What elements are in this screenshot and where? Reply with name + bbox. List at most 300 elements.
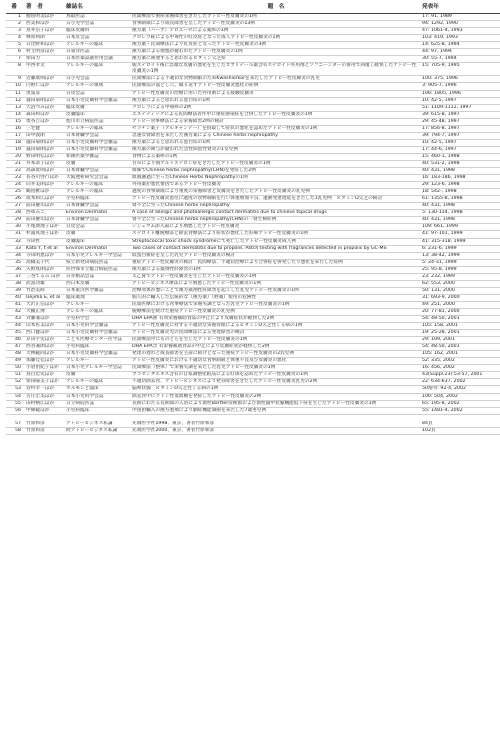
table-row bbox=[6, 14, 500, 21]
row-author: Kato Y, t et al bbox=[26, 245, 58, 251]
row-title: 腎不全に至ったChinese herbs nephropathy(CHN)の一腎生検症例 bbox=[132, 217, 277, 223]
row-number: 33 bbox=[15, 245, 21, 251]
table-row bbox=[6, 330, 500, 337]
table-row bbox=[6, 379, 500, 386]
row-number: 3 bbox=[18, 28, 21, 34]
row-number: 43 bbox=[15, 316, 21, 322]
row-publication: 41: 97-101, 1999 bbox=[422, 231, 463, 237]
row-title: 漢方薬（ハーブ）アロエーゼによる薬疹の1例 bbox=[132, 28, 229, 34]
row-journal: 日赤栃品会誌 bbox=[66, 273, 95, 279]
row-author: 井本恭子ほか bbox=[26, 160, 55, 166]
row-author: 寺田哲 bbox=[26, 238, 41, 244]
row-author: 竹治美睦 bbox=[26, 287, 45, 293]
row-author: 小倉由紀子ほか bbox=[26, 365, 59, 371]
row-publication: 94: 1292, 1990 bbox=[422, 21, 458, 27]
table-row bbox=[6, 217, 500, 224]
header-author: 著 者 bbox=[25, 2, 65, 14]
table-row bbox=[6, 287, 500, 294]
row-publication: 18: 542-, 1998 bbox=[422, 189, 457, 195]
row-journal: 日本小児皮膚科学会雑誌 bbox=[66, 97, 118, 103]
row-title: 発達の遅れと成長障害を主訴に紹介となった重症アトピー性皮膚炎の2乳児例 bbox=[132, 351, 295, 357]
row-journal: 日本小児科学会誌 bbox=[66, 393, 104, 399]
row-journal: 日本小児皮膚科学会雑誌 bbox=[66, 330, 118, 336]
table-row bbox=[6, 139, 500, 146]
table-header bbox=[6, 2, 500, 14]
row-number: 34 bbox=[15, 252, 21, 258]
row-number: 49 bbox=[15, 358, 21, 364]
row-publication: 54: 48-50, 2001 bbox=[422, 344, 460, 350]
row-author: 田中敦朗 bbox=[26, 132, 45, 138]
row-title: 腎不全に至ったChinese herbs nephropathy bbox=[132, 203, 230, 209]
row-number: 27 bbox=[15, 203, 21, 209]
row-title: Two cases of contact dermatitis due to propolis. Patch testing with fragrances detected in propolis by GC-MS bbox=[132, 245, 387, 251]
row-number: 25 bbox=[15, 189, 21, 195]
row-number: 30 bbox=[15, 224, 21, 230]
row-journal: 続アトピービジネス私論 bbox=[66, 427, 118, 433]
row-author: 村主明彦ほか bbox=[26, 49, 55, 55]
row-number: 57 bbox=[15, 420, 21, 426]
row-title: 脱療療法を続けた重症アトピー性皮膚炎の乳児例 bbox=[132, 308, 235, 314]
row-author: 前田慶司ほか bbox=[26, 217, 55, 223]
row-journal: 日本腎臓学会誌 bbox=[66, 203, 99, 209]
header-journal: 雑誌名 bbox=[65, 2, 131, 14]
row-publication: 41: 315-318, 1999 bbox=[422, 238, 466, 244]
row-author: 鶴島雅ほか bbox=[26, 189, 50, 195]
row-title: 急速な腎障害を来たした漢方薬による Chinese herbs nephropathy bbox=[132, 132, 279, 138]
row-number: 53 bbox=[15, 386, 21, 392]
row-number: 12 bbox=[15, 97, 21, 103]
row-title: アトピー食事療法による栄養障害2例の検討 bbox=[132, 118, 224, 124]
header-number: 番 bbox=[6, 2, 25, 14]
row-journal: 日皮会誌 bbox=[66, 90, 85, 96]
row-author: 柴田力 bbox=[26, 56, 41, 62]
row-number: 21 bbox=[15, 160, 21, 166]
row-journal: 旭川市立病院医誌 bbox=[66, 118, 104, 124]
table-row bbox=[6, 259, 500, 266]
table-row bbox=[6, 83, 500, 90]
row-number: 45 bbox=[15, 330, 21, 336]
table-row bbox=[6, 104, 500, 111]
row-publication: 102頁 bbox=[422, 427, 436, 433]
row-title: 中国由輸入の漢方製剤により劇症機能制限を来たした7歳男児例 bbox=[132, 407, 267, 413]
row-journal: アレルギーの臨床 bbox=[66, 379, 104, 385]
row-publication: 40: 531-2, 1998 bbox=[422, 160, 460, 166]
row-journal: アレルギーの領域 bbox=[66, 83, 104, 89]
row-author: Uejima E, et al bbox=[26, 294, 61, 300]
table-row bbox=[6, 182, 500, 189]
row-number: 7 bbox=[18, 56, 21, 62]
table-row bbox=[6, 118, 500, 125]
row-number: 48 bbox=[15, 351, 21, 357]
row-title: 漢方薬によると思われる蛋白尿の1例 bbox=[132, 139, 210, 145]
row-number: 35 bbox=[15, 259, 21, 265]
row-number: 8 bbox=[18, 63, 21, 69]
table-row bbox=[6, 49, 500, 56]
row-title: 民間療法（整体）で栄養失調を来たした乳児アトピー性皮膚炎の1例 bbox=[132, 365, 276, 371]
row-title: 長期にわたる長期間の入浴により偽性Bartter症候群および偽性副甲状腺機能低下症を生じたアトピー性皮膚炎の1例 bbox=[132, 400, 377, 406]
row-number: 32 bbox=[15, 238, 21, 244]
table-row bbox=[6, 160, 500, 167]
row-number: 6 bbox=[18, 49, 21, 55]
row-number: 51 bbox=[15, 372, 21, 378]
row-author: 京田宇史ほか bbox=[26, 337, 55, 343]
row-journal: 臨床薬理 bbox=[66, 294, 85, 300]
table-row bbox=[6, 344, 500, 351]
table-row bbox=[6, 97, 500, 104]
row-author: 前田慶司ほか bbox=[26, 203, 55, 209]
row-journal: 日本小児科学会雑誌 bbox=[66, 323, 109, 329]
table-row bbox=[6, 28, 500, 35]
row-title: 血液濾過に至ったChinese Herbs Nephropathyの1例 bbox=[132, 175, 248, 181]
row-number: 58 bbox=[15, 427, 21, 433]
row-author: 竹原和彦 bbox=[26, 420, 45, 426]
table-row bbox=[6, 35, 500, 42]
table-row bbox=[6, 351, 500, 358]
row-journal: 県立新発田病院医誌 bbox=[66, 259, 109, 265]
row-publication: 20: 77-81, 2000 bbox=[422, 308, 460, 314]
row-number: 11 bbox=[15, 90, 21, 96]
row-number: 16 bbox=[15, 125, 21, 131]
header-publication: 発表年 bbox=[421, 2, 500, 14]
row-number: 17 bbox=[15, 132, 21, 138]
row-author: 大林範尚ほか bbox=[26, 351, 55, 357]
table-row bbox=[6, 76, 500, 83]
row-author: 野田明弘ほか bbox=[26, 153, 55, 159]
row-publication: 17: 856-8, 1997 bbox=[422, 125, 460, 131]
row-number: 56 bbox=[15, 407, 21, 413]
row-title: DHA EPA強 有効栄養補助食品の中止により皮膚症状が軽快した2例 bbox=[132, 316, 275, 322]
row-title: 漢方薬による薬剤性肝障害の1例 bbox=[132, 266, 201, 272]
row-journal: 日立病院医誌 bbox=[66, 400, 95, 406]
row-title: プラセンタエキス含有の自家調整化粧品による紅斑を認めたアトピー性皮膚炎の1例 bbox=[132, 372, 308, 378]
row-publication: 29: 45-48, 1997 bbox=[422, 118, 460, 124]
row-author: 古庄宏美ほか bbox=[26, 393, 55, 399]
row-number: 19 bbox=[15, 146, 21, 152]
row-publication: 29: 123-6, 1998 bbox=[422, 182, 460, 188]
row-publication: 49: 251, 2000 bbox=[422, 301, 455, 307]
row-journal: Environ Dermatol bbox=[66, 210, 107, 216]
row-journal: 日本腎臓学会誌 bbox=[66, 168, 99, 174]
row-title: 不適切除去食、アトピービジネスにより発育障害をきたしたアトピー性皮膚炎乳児の2例 bbox=[132, 379, 318, 385]
row-author: 西美和ほか bbox=[26, 21, 50, 27]
row-author: 大沢正信ほか bbox=[26, 301, 55, 307]
row-publication: 109: 661, 1999 bbox=[422, 224, 458, 230]
row-publication: 5: 24-31, 1999 bbox=[422, 259, 457, 265]
header-row bbox=[6, 2, 500, 14]
row-number: 9 bbox=[18, 76, 21, 82]
row-author: 日比野和ほか bbox=[26, 42, 55, 48]
row-journal: 日小児学会誌 bbox=[66, 21, 95, 27]
row-author: 西谷兼朗ほか bbox=[26, 344, 55, 350]
row-number: 13 bbox=[15, 104, 21, 110]
row-title: 脳卵状腺 ビタミンD欠乏性くる病の1例 bbox=[132, 386, 219, 392]
row-publication: 106: 1805, 1996 bbox=[422, 90, 461, 96]
table-row bbox=[6, 280, 500, 287]
row-author: 杉浦真理子ほか bbox=[26, 231, 59, 237]
row-journal: 日本小児皮膚科学会雑誌 bbox=[66, 139, 118, 145]
row-author: 斉藤兼ほか bbox=[26, 316, 50, 322]
row-number: 50 bbox=[15, 365, 21, 371]
row-number: 47 bbox=[15, 344, 21, 350]
row-publication: 23: 232, 1999 bbox=[422, 273, 455, 279]
row-author: 高森貴則ほか bbox=[26, 168, 55, 174]
table-row bbox=[6, 168, 500, 175]
row-title: 食物による薬疹の1例 bbox=[132, 153, 178, 159]
row-title: アトピー性皮膚炎に対する不適切な栄養管理によるビタミンD欠乏性くる病の1例 bbox=[132, 323, 303, 329]
row-number: 10 bbox=[15, 83, 21, 89]
row-author: 小尾典理子ほか bbox=[26, 224, 59, 230]
row-title: 先端医学社2000、東京、著者竹原和彦 bbox=[132, 427, 215, 433]
table-row bbox=[6, 393, 500, 400]
row-number: 15 bbox=[15, 118, 21, 124]
row-journal: アレルギーの臨床 bbox=[66, 63, 104, 69]
row-publication: 51: 1109-1112, 1997 bbox=[422, 104, 472, 110]
table-row bbox=[6, 301, 500, 308]
row-author: 柴田陽美子ほか bbox=[26, 379, 59, 385]
row-title: 民間療法中にものどらを生じたアトピー性皮膚炎の1例 bbox=[132, 337, 248, 343]
row-author: 田村柄広ほか bbox=[26, 400, 55, 406]
row-publication: 105: 162, 2001 bbox=[422, 351, 458, 357]
row-author: 円野仁ほか bbox=[26, 83, 50, 89]
row-title: ステロイド離脱療法と除去食療法により症状が悪化した妊婦アトピー性皮膚炎の1例 bbox=[132, 231, 308, 237]
row-publication: 25: 95-8, 1999 bbox=[422, 266, 457, 272]
table-row bbox=[6, 358, 500, 365]
row-number: 40 bbox=[15, 294, 21, 300]
row-journal: アレルギー bbox=[66, 358, 90, 364]
row-title: 民間医療における食事療法で栄養失調となった乳児アトピー性皮膚炎の1例 bbox=[132, 301, 290, 307]
table-row bbox=[6, 273, 500, 280]
row-title: アトピー性皮膚炎児の民間療法による発達障害の検討 bbox=[132, 330, 245, 336]
table-row bbox=[6, 316, 500, 323]
table-row bbox=[6, 189, 500, 196]
table-row bbox=[6, 365, 500, 372]
table-row bbox=[6, 294, 500, 301]
table-row bbox=[6, 231, 500, 238]
row-number: 20 bbox=[15, 153, 21, 159]
row-publication: 44: 97, 1994 bbox=[422, 49, 452, 55]
row-author: 越田菊朗ほか bbox=[26, 146, 55, 152]
row-number: 36 bbox=[15, 266, 21, 272]
row-publication: 61: 1355-8, 1998 bbox=[422, 196, 463, 202]
row-title: アトピー性皮膚炎患児に過度の食物制限を行い体重増加不良、運動発達遅延をきたした1乳児例 ビタミンD欠乏の検討 bbox=[132, 196, 383, 202]
row-author: 中條範ほか bbox=[26, 407, 50, 413]
row-publication: 39: 794-7, 1997 bbox=[422, 132, 460, 138]
row-title: クロレラによる中毒疹の2例 bbox=[132, 104, 192, 110]
row-publication: 15: 460-1, 1998 bbox=[422, 153, 460, 159]
table-row bbox=[6, 210, 500, 217]
row-number: 29 bbox=[15, 217, 21, 223]
row-author: 鳥井信子ほか bbox=[26, 28, 55, 34]
table-row bbox=[6, 111, 500, 118]
row-title: 民間療法による不適切な食物制限のためKwashiorkorを来たしたアトピー性皮膚炎の乳児 bbox=[132, 76, 320, 82]
row-publication: 103: 419, 1993 bbox=[422, 35, 458, 41]
row-publication: 47: 1061-4, 1993 bbox=[422, 28, 463, 34]
row-publication: 40: 431, 1998 bbox=[422, 217, 455, 223]
row-journal: 大阪透析研究会会誌 bbox=[66, 175, 109, 181]
table-row bbox=[6, 175, 500, 182]
row-author: 寺田明恵ほか bbox=[26, 252, 55, 258]
row-publication: 84頁 bbox=[422, 420, 433, 426]
row-journal: 日東洋医誌 bbox=[66, 49, 90, 55]
row-journal: アレルギーの臨床 bbox=[66, 42, 104, 48]
row-publication: 105: 158, 2001 bbox=[422, 323, 458, 329]
row-journal: 佐世保市立総合病院医誌 bbox=[66, 266, 118, 272]
row-author: 長谷川啓行ほか bbox=[26, 175, 59, 181]
row-journal: 日本腎臓学会誌 bbox=[66, 132, 99, 138]
row-publication: 52: 335, 2002 bbox=[422, 358, 455, 364]
row-publication: 16: 456, 2002 bbox=[422, 365, 455, 371]
table-row bbox=[6, 56, 500, 63]
row-publication: 55: 1481-4, 2002 bbox=[422, 407, 463, 413]
row-journal: 小児科臨床 bbox=[66, 344, 90, 350]
row-title: 重症アトピー性皮膚炎の検討 民間療法、不適切治療により合併症を併発したり悪化を来たした症例 bbox=[132, 259, 343, 265]
row-number: 22 bbox=[15, 168, 21, 174]
table-row bbox=[6, 308, 500, 315]
row-author: 森田和ほか bbox=[26, 111, 50, 117]
row-title: 太乙膏でアトピー性皮膚炎を生じたアトピー性皮膚炎の1例 bbox=[132, 273, 257, 279]
row-number: 28 bbox=[15, 210, 21, 216]
row-journal: 小児科臨床 bbox=[66, 407, 90, 413]
row-publication: 106: 504, 2002 bbox=[422, 393, 458, 399]
row-number: 55 bbox=[15, 400, 21, 406]
row-journal: 日本小児皮膚科学会雑誌 bbox=[66, 146, 118, 152]
row-number: 31 bbox=[15, 231, 21, 237]
row-author: 武富功雄 bbox=[26, 280, 45, 286]
row-title: ゼラチン薬子（クルキャンデー）を摂取して症状の悪化を認めたアトピー性皮膚炎の1例 bbox=[132, 125, 318, 131]
row-journal: 日本小児アレルギー学会誌 bbox=[66, 252, 122, 258]
row-publication: 10: 42-5, 1997 bbox=[422, 139, 457, 145]
table-row bbox=[6, 90, 500, 97]
row-author: 鳥目忠史ほか bbox=[26, 372, 55, 378]
row-author: 竹原和彦 bbox=[26, 427, 45, 433]
row-journal: 鳥取医誌 bbox=[66, 14, 85, 19]
row-author: 菅村幸一ほか bbox=[26, 386, 55, 392]
table-row bbox=[6, 132, 500, 139]
table-row bbox=[6, 203, 500, 210]
row-journal: 臨床皮膚科 bbox=[66, 28, 90, 34]
row-journal: 日本皮会誌 bbox=[66, 35, 90, 41]
row-number: 24 bbox=[15, 182, 21, 188]
row-number: 52 bbox=[15, 379, 21, 385]
row-publication: 5: 130-134, 1998 bbox=[422, 210, 463, 216]
table-row bbox=[6, 252, 500, 259]
row-publication: 16: 183-186, 1998 bbox=[422, 175, 466, 181]
table-row bbox=[6, 427, 500, 434]
row-title: 除去食中にケトン性低血糖を発症したアトピー性皮膚炎の2例 bbox=[132, 393, 262, 399]
header-title: 題 名 bbox=[131, 2, 421, 14]
table-row bbox=[6, 196, 500, 203]
row-journal: 日本医薬品副作用会議 bbox=[66, 56, 113, 62]
row-journal: ホルモンと臨床 bbox=[66, 386, 99, 392]
table-row bbox=[6, 337, 500, 344]
row-publication: 39: 615-8, 1997 bbox=[422, 111, 460, 117]
row-title: アトピー性皮膚炎の治療に用いた外用剤による接触皮膚炎 bbox=[132, 90, 254, 96]
row-author: 林原利朗 bbox=[26, 35, 45, 41]
row-title: 漢方薬によると思われる蛋白尿の1例 bbox=[132, 97, 210, 103]
row-number: 46 bbox=[15, 337, 21, 343]
row-journal: 日小児会誌 bbox=[66, 76, 90, 82]
row-publication: 50: 131, 2000 bbox=[422, 287, 455, 293]
row-title: 姉妹でChinese herbs nephropathy(CHN)を発症した2例 bbox=[132, 168, 256, 174]
row-publication: 100: 375, 1996 bbox=[422, 76, 458, 82]
row-publication: 29: 109, 2001 bbox=[422, 337, 455, 343]
row-title: 先端医学社1998、東京、著者竹原和彦 bbox=[132, 420, 215, 426]
row-title: 外用薬が悪化要因であるアトピー性皮膚炎 bbox=[132, 182, 221, 188]
reference-table bbox=[6, 2, 500, 435]
row-journal: 皮膚臨床 bbox=[66, 238, 85, 244]
row-author: 西ゆみこ bbox=[26, 210, 45, 216]
row-journal: 皮膚 bbox=[66, 231, 76, 237]
row-publication: 13: 38-42, 1999 bbox=[422, 252, 460, 258]
row-author: 越田菊朗ほか bbox=[26, 139, 55, 145]
row-publication: 22: 634-637, 2002 bbox=[422, 379, 466, 385]
row-publication: 50増刊: 92-4, 2002 bbox=[422, 386, 466, 392]
row-author: 徳島明美ほか bbox=[26, 14, 55, 19]
row-title: Streptococcal toxic shock syndromeにて死亡したアトピー性皮膚炎成人例 bbox=[132, 238, 297, 244]
row-journal: アレルギー bbox=[66, 301, 90, 307]
row-journal: こども医療センター医学誌 bbox=[66, 337, 123, 343]
row-title: 食事制限により成長障害を呈したアトピー性皮膚炎の13例 bbox=[132, 21, 255, 27]
row-title: 治療効果が悪いことで漢方薬剤性肝障害を起こした乳児アトピー性皮膚炎の1例 bbox=[132, 287, 299, 293]
table-row bbox=[6, 323, 500, 330]
table-row bbox=[6, 238, 500, 245]
row-journal: 日本小児皮膚科学会雑誌 bbox=[66, 351, 118, 357]
row-author: 三宅健 bbox=[26, 125, 41, 131]
row-number: 44 bbox=[15, 323, 21, 329]
row-publication: 62: 553, 2000 bbox=[422, 280, 455, 286]
row-title: 民間療法で重症栄養障害をきたしたアトピー性皮膚炎の1例 bbox=[132, 14, 257, 19]
row-author: 坂本和広ほか bbox=[26, 196, 55, 202]
row-journal: アレルギーの臨床 bbox=[66, 308, 104, 314]
table-row bbox=[6, 146, 500, 153]
table-row bbox=[6, 266, 500, 273]
row-number: 1 bbox=[18, 14, 21, 19]
row-journal: 小児科臨床 bbox=[66, 196, 90, 202]
row-journal: Environ Dermatol bbox=[66, 245, 107, 251]
row-title: 漢方薬による増悪が疑われたアトピー性皮膚炎の1例 bbox=[132, 49, 243, 55]
row-number: 26 bbox=[15, 196, 21, 202]
table-row bbox=[6, 386, 500, 393]
row-number: 18 bbox=[15, 139, 21, 145]
row-journal: アトピービジネス私論 bbox=[66, 420, 113, 426]
row-number: 5 bbox=[18, 42, 21, 48]
row-author: 三谷てるみ ほか bbox=[26, 273, 61, 279]
table-row bbox=[6, 224, 500, 231]
row-publication: 15: 705-9, 1995 bbox=[422, 63, 460, 69]
row-author: 西口健ほか bbox=[26, 330, 50, 336]
row-number: 54 bbox=[15, 393, 21, 399]
row-title: 漢方薬に関連すると思われるビタミン欠乏症 bbox=[132, 56, 226, 62]
table-row bbox=[6, 153, 500, 160]
row-number: 14 bbox=[15, 111, 21, 117]
row-publication: 54: 48-50, 2001 bbox=[422, 316, 460, 322]
row-title: 低蛋白血症を呈した乳児アトピー性皮膚炎の検討 bbox=[132, 252, 235, 258]
row-number: 4 bbox=[18, 35, 21, 41]
row-publication: 31: 693-9, 2000 bbox=[422, 294, 460, 300]
row-title: アトピー性皮膚炎における不適切な食事制限と体重不良及び皮膚炎の悪化 bbox=[132, 358, 287, 364]
row-author: 近藤康則ほか bbox=[26, 76, 55, 82]
row-publication: 43(Suppl.23):53-57, 2001 bbox=[422, 372, 483, 378]
row-publication: 17: 91, 1989 bbox=[422, 14, 452, 19]
table-body bbox=[6, 14, 500, 435]
row-publication: 19: 25-28, 2001 bbox=[422, 330, 460, 336]
table-row bbox=[6, 63, 500, 76]
table-row bbox=[6, 245, 500, 252]
row-author: 大槻正博 bbox=[26, 308, 45, 314]
row-publication: 30: 55-7, 1994 bbox=[422, 56, 457, 62]
row-journal: アレルギーの臨床 bbox=[66, 125, 104, 131]
row-journal: 臨床皮膚 bbox=[66, 104, 85, 110]
